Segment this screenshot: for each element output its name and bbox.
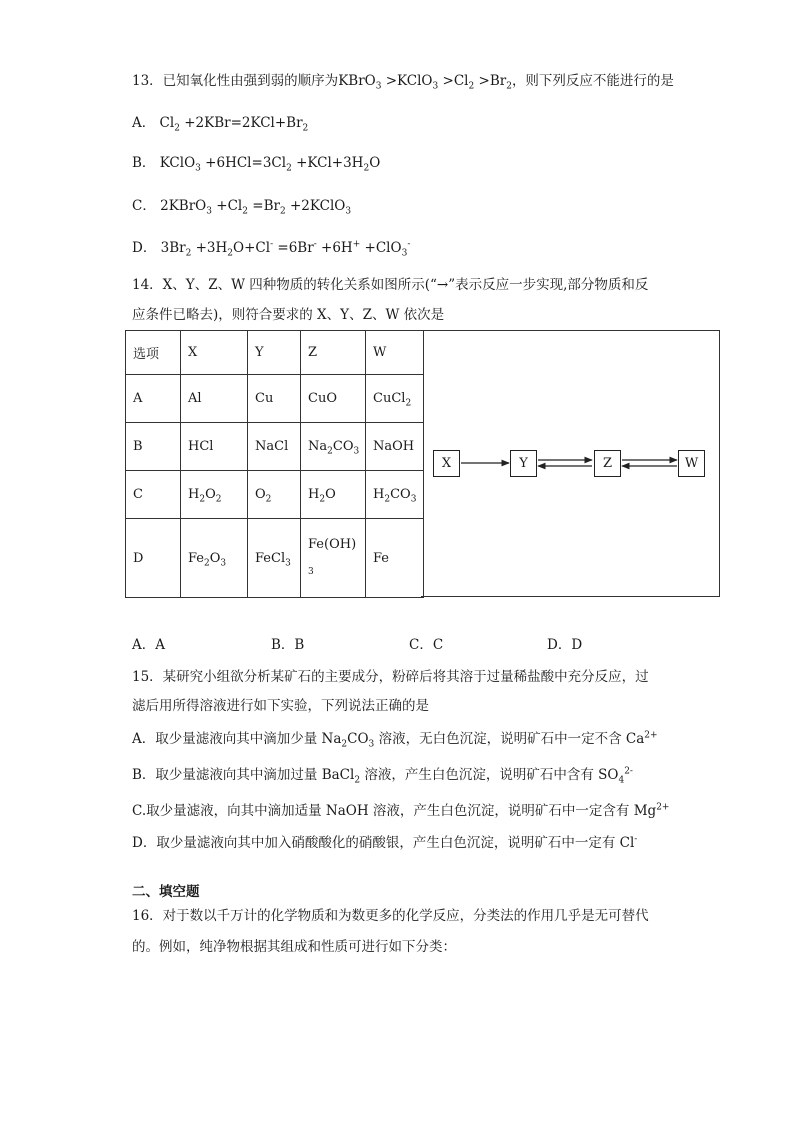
q14-stem-line2: 应条件已略去)，则符合要求的 X、Y、Z、W 依次是 [132,307,445,323]
table-cell: Cu [248,375,301,423]
table-header-cell: Z [301,331,366,375]
table-cell: $H_2CO_3$ [366,471,424,519]
q14-choice-b[interactable]: B．B [271,637,305,653]
table-row [126,471,424,519]
table-header-cell: 选项 [126,331,181,375]
q13-stem: 13．已知氧化性由强到弱的顺序为KBrO$_3$ >KClO$_3$ $>Cl_2 >Br_2$，则下列反应不能进行的是 [132,73,674,92]
table-cell: $H_2O_2$ [181,471,248,519]
table-cell: NaCl [248,423,301,471]
node-z: Z [594,450,621,477]
q14-conversion-diagram [421,330,720,597]
q13-option-a[interactable]: A． $Cl_2 +2KBr=2KCl+Br_2$ [132,115,309,134]
table-header-row [126,331,424,375]
q15-option-b[interactable]: B．取少量滤液向其中滴加过量 BaCl$_2$ 溶液，产生白色沉淀，说明矿石中含有 $SO_4^{2-}$ [132,766,633,786]
q14-choice-a[interactable]: A．A [132,637,165,653]
q16-stem-line2: 的。例如，纯净物根据其组成和性质可进行如下分类： [132,939,456,955]
q16-stem-line1: 16．对于数以千万计的化学物质和为数更多的化学反应，分类法的作用几乎是无可替代 [132,908,649,924]
table-cell: NaOH [366,423,424,471]
q14-choice-d[interactable]: D．D [547,637,583,653]
q15-stem-line1: 15．某研究小组欲分析某矿石的主要成分，粉碎后将其溶于过量稀盐酸中充分反应，过 [132,669,649,685]
q14-choice-c[interactable]: C．C [409,637,444,653]
table-cell: Fe(OH) 3 [301,519,366,598]
table-header-cell: Y [248,331,301,375]
table-cell: $H_2O$ [301,471,366,519]
row-label-c: C [126,471,181,519]
q14-options-table [125,330,424,598]
table-cell: $Na_2CO_3$ [301,423,366,471]
q13-option-c[interactable]: C． 2KBrO$_3$ $+Cl_2 =Br_2$ +2KClO$_3$ [132,198,352,217]
table-cell: Al [181,375,248,423]
q15-option-c[interactable]: C.取少量滤液，向其中滴加适量 NaOH 溶液，产生白色沉淀，说明矿石中一定含有 $Mg^{2+}$ [132,802,670,819]
table-row [126,375,424,423]
q13-option-b[interactable]: B． KClO$_3$ $+6HCl=3Cl_2 +KCl+3H_2O$ [132,155,381,174]
table-cell: $Fe_2O_3$ [181,519,248,598]
table-cell: Fe [366,519,424,598]
q15-option-a[interactable]: A．取少量滤液向其中滴加少量 $Na_2CO_3$ 溶液，无白色沉淀，说明矿石中一定不含 $Ca^{2+}$ [132,730,658,750]
table-row [126,519,424,598]
table-cell: FeCl$_3$ [248,519,301,598]
table-cell: CuCl$_2$ [366,375,424,423]
arrow-layer [421,331,720,598]
q15-stem-line2: 滤后用所得溶液进行如下实验，下列说法正确的是 [132,698,429,714]
q13-oxidizer-order: KBrO$_3$ >KClO$_3$ $>Cl_2 >Br_2$ [338,73,512,92]
node-x: X [433,450,460,477]
table-cell: $O_2$ [248,471,301,519]
table-header-cell: X [181,331,248,375]
table-cell: CuO [301,375,366,423]
q14-stem-line1: 14．X、Y、Z、W 四种物质的转化关系如图所示(“→”表示反应一步实现,部分物质和反 [132,277,649,293]
table-header-cell: W [366,331,424,375]
q15-option-d[interactable]: D．取少量滤液向其中加入硝酸酸化的硝酸银，产生白色沉淀，说明矿石中一定有 Cl- [132,834,638,851]
table-row [126,423,424,471]
row-label-d: D [126,519,181,598]
row-label-a: A [126,375,181,423]
node-y: Y [510,450,537,477]
row-label-b: B [126,423,181,471]
table-cell: HCl [181,423,248,471]
section-title: 二、填空题 [132,884,200,900]
q13-option-d[interactable]: D． $3Br_2 +3H_2O+Cl^- =6Br^- +6H^+ +ClO_3^-$ [132,239,411,259]
node-w: W [678,450,705,477]
